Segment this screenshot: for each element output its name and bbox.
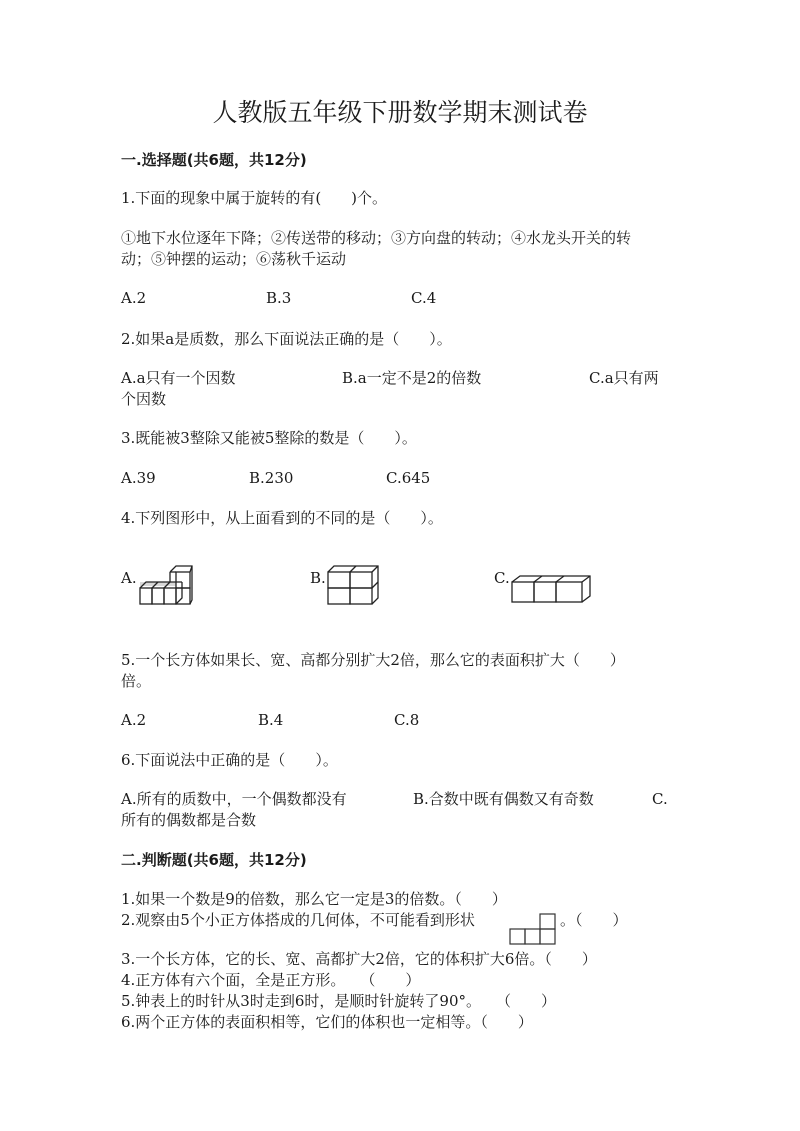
judge-item-1: 1.如果一个数是9的倍数，那么它一定是3的倍数。（ ） — [121, 890, 507, 908]
q6-option-c: C. — [652, 790, 668, 808]
judge-item-4: 4.正方体有六个面，全是正方形。 （ ） — [121, 971, 421, 989]
q1-context-line-1: ①地下水位逐年下降；②传送带的移动；③方向盘的转动；④水龙头开关的转 — [121, 229, 632, 247]
q3-option-a: A.39 — [121, 469, 156, 487]
q4-stem: 4.下列图形中，从上面看到的不同的是（ ）。 — [121, 509, 443, 527]
judge-item-5: 5.钟表上的时针从3时走到6时，是顺时针旋转了90°。 （ ） — [121, 992, 556, 1010]
q6-option-c-wrap: 所有的偶数都是合数 — [121, 811, 257, 829]
q6-option-b: B.合数中既有偶数又有奇数 — [413, 790, 594, 808]
q6-stem: 6.下面说法中正确的是（ ）。 — [121, 751, 338, 769]
q2-option-b: B.a一定不是2的倍数 — [342, 369, 482, 387]
q4-figure-a-cubes — [136, 562, 196, 606]
q3-option-c: C.645 — [386, 469, 431, 487]
q1-context-line-2: 动；⑤钟摆的运动；⑥荡秋千运动 — [121, 250, 347, 268]
q1-stem: 1.下面的现象中属于旋转的有( )个。 — [121, 189, 388, 207]
q2-option-c: C.a只有两 — [589, 369, 659, 387]
q4-option-c: C. — [494, 569, 510, 587]
q1-option-b: B.3 — [266, 289, 292, 307]
judge-item-3: 3.一个长方体，它的长、宽、高都扩大2倍，它的体积扩大6倍。（ ） — [121, 950, 597, 968]
judge-item-2: 2.观察由5个小正方体搭成的几何体，不可能看到形状 — [121, 911, 475, 929]
page-title: 人教版五年级下册数学期末测试卷 — [212, 98, 588, 127]
judge-item-2-shape-figure — [508, 912, 558, 946]
q5-stem-wrap: 倍。 — [121, 672, 152, 690]
q4-figure-b-cubes — [324, 562, 380, 606]
q4-figure-c-cubes — [508, 572, 592, 606]
q1-option-c: C.4 — [411, 289, 437, 307]
q5-option-a: A.2 — [121, 711, 147, 729]
section-1-heading: 一.选择题(共6题，共12分) — [121, 151, 307, 169]
q5-option-b: B.4 — [258, 711, 284, 729]
q4-option-b: B. — [310, 569, 326, 587]
q5-stem: 5.一个长方体如果长、宽、高都分别扩大2倍，那么它的表面积扩大（ ） — [121, 651, 625, 669]
q4-option-a: A. — [121, 569, 137, 587]
q6-option-a: A.所有的质数中，一个偶数都没有 — [121, 790, 347, 808]
q3-option-b: B.230 — [249, 469, 294, 487]
q2-option-c-wrap: 个因数 — [121, 390, 167, 408]
q1-option-a: A.2 — [121, 289, 147, 307]
q3-stem: 3.既能被3整除又能被5整除的数是（ ）。 — [121, 429, 417, 447]
q2-stem: 2.如果a是质数，那么下面说法正确的是（ ）。 — [121, 330, 452, 348]
q2-option-a: A.a只有一个因数 — [121, 369, 236, 387]
q5-option-c: C.8 — [394, 711, 420, 729]
section-2-heading: 二.判断题(共6题，共12分) — [121, 851, 307, 869]
judge-item-6: 6.两个正方体的表面积相等，它们的体积也一定相等。（ ） — [121, 1013, 533, 1031]
judge-item-2-tail: 。（ ） — [560, 911, 628, 929]
